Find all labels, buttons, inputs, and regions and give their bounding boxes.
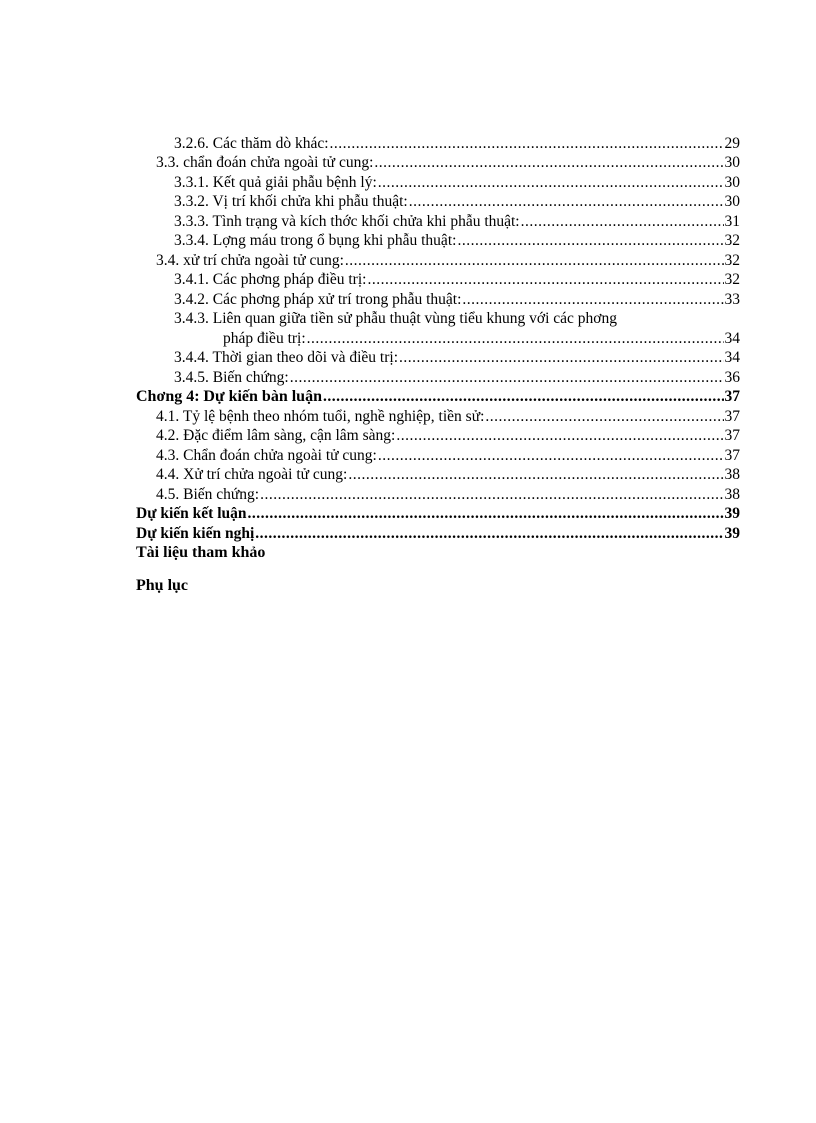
chapter-label: Chơng 4: xyxy=(136,388,200,405)
toc-leader-dots xyxy=(399,348,723,367)
toc-entry[interactable] xyxy=(136,211,740,231)
toc-page-number: 37 xyxy=(724,388,740,405)
toc-page-number: 37 xyxy=(724,427,740,444)
toc-entry-title: Dự kiến kết luận xyxy=(136,505,247,522)
toc-section-heading[interactable]: Phụ lục xyxy=(136,577,189,594)
toc-leader-dots xyxy=(330,134,724,153)
toc-entry-title: Dự kiến kiến nghị xyxy=(136,524,255,542)
toc-leader-dots xyxy=(290,368,724,387)
toc-section-heading[interactable]: Tài liệu tham khảo xyxy=(136,543,266,561)
toc-entry[interactable] xyxy=(136,192,740,212)
toc-leader-dots xyxy=(374,153,723,172)
toc-page-number: 32 xyxy=(724,271,740,288)
toc-entry[interactable] xyxy=(136,153,740,173)
toc-entry-title: 3.2.6. Các thăm dò khác: xyxy=(174,134,329,152)
toc-entry-title: 3.4.5. Biến chứng: xyxy=(174,368,289,386)
toc-leader-dots xyxy=(485,407,723,426)
toc-entry-title: 4.3. Chẩn đoán chửa ngoài tử cung: xyxy=(156,446,377,464)
toc-page-number: 31 xyxy=(724,212,740,230)
toc-entry-title: 3.3.3. Tình trạng và kích thớc khối chửa khi phẫu thuật: xyxy=(174,212,520,230)
toc-entry-title: 3.3.4. Lợng máu trong ổ bụng khi phẫu thuật: xyxy=(174,232,457,249)
toc-leader-dots xyxy=(378,173,724,192)
toc-entry-wrapped[interactable] xyxy=(136,309,740,348)
toc-entry-title: 3.3.2. Vị trí khối chửa khi phẫu thuật: xyxy=(174,193,408,210)
toc-leader-dots xyxy=(462,290,723,309)
toc-chapter-entry[interactable] xyxy=(136,387,740,407)
toc-entry[interactable] xyxy=(136,367,740,387)
toc-page-number: 34 xyxy=(724,329,740,347)
toc-entry[interactable] xyxy=(136,270,740,290)
toc-entry[interactable] xyxy=(136,523,740,543)
toc-entry[interactable] xyxy=(136,231,740,251)
toc-entry[interactable] xyxy=(136,348,740,368)
toc-entry-title: 3.4.1. Các phơng pháp điều trị: xyxy=(174,271,367,288)
toc-leader-dots xyxy=(396,426,723,445)
toc-page-number: 37 xyxy=(724,407,740,425)
toc-entry[interactable] xyxy=(136,445,740,465)
toc-page-number: 30 xyxy=(724,193,740,210)
toc-entry-title: 4.5. Biến chứng: xyxy=(156,485,260,503)
toc-page-number: 32 xyxy=(724,251,740,269)
toc-entry[interactable] xyxy=(136,406,740,426)
toc-leader-dots xyxy=(307,329,724,348)
toc-leader-dots xyxy=(255,524,723,543)
toc-entry[interactable] xyxy=(136,250,740,270)
toc-entry-title: 4.1. Tỷ lệ bệnh theo nhóm tuổi, nghề nghiệp, tiền sử: xyxy=(156,407,485,425)
toc-entry[interactable] xyxy=(136,504,740,524)
toc-leader-dots xyxy=(367,270,723,289)
toc-page-number: 39 xyxy=(724,505,740,522)
table-of-contents xyxy=(136,133,740,596)
chapter-name: Dự kiến bàn luận xyxy=(203,388,322,405)
toc-page-number: 30 xyxy=(724,154,740,171)
toc-leader-dots xyxy=(345,251,724,270)
toc-entry-title: 4.2. Đặc điểm lâm sàng, cận lâm sàng: xyxy=(156,427,396,444)
toc-page-number: 32 xyxy=(724,232,740,249)
toc-leader-dots xyxy=(521,212,724,231)
toc-entry[interactable] xyxy=(136,465,740,485)
toc-page-number: 39 xyxy=(724,524,740,542)
toc-entry[interactable] xyxy=(136,426,740,446)
toc-entry-title: 3.4. xử trí chửa ngoài tử cung: xyxy=(156,251,344,269)
toc-leader-dots xyxy=(457,231,723,250)
toc-entry[interactable] xyxy=(136,484,740,504)
toc-spacer xyxy=(136,562,740,576)
toc-leader-dots xyxy=(248,504,724,523)
toc-entry[interactable] xyxy=(136,172,740,192)
toc-entry-continuation xyxy=(136,328,740,348)
toc-leader-dots xyxy=(378,446,724,465)
toc-entry-title: 3.4.2. Các phơng pháp xử trí trong phẫu thuật: xyxy=(174,290,462,308)
toc-entry[interactable] xyxy=(136,133,740,153)
toc-entry-title: 3.3. chẩn đoán chửa ngoài tử cung: xyxy=(156,154,374,171)
toc-page-number: 37 xyxy=(724,446,740,464)
toc-page-number: 34 xyxy=(724,349,740,366)
toc-page-number: 29 xyxy=(724,134,740,152)
toc-page-number: 30 xyxy=(724,173,740,191)
toc-entry-title-line2: pháp điều trị: xyxy=(223,329,306,347)
toc-leader-dots xyxy=(260,485,723,504)
toc-entry-title: 3.4.4. Thời gian theo dõi và điều trị: xyxy=(174,349,399,366)
toc-leader-dots xyxy=(323,387,724,406)
toc-entry[interactable] xyxy=(136,289,740,309)
toc-page-number: 36 xyxy=(724,368,740,386)
toc-leader-dots xyxy=(409,192,724,211)
toc-leader-dots xyxy=(348,465,723,484)
toc-page-number: 38 xyxy=(724,466,740,483)
toc-entry-title: 4.4. Xử trí chửa ngoài tử cung: xyxy=(156,466,348,483)
toc-entry-title-line1: 3.4.3. Liên quan giữa tiền sử phẫu thuật vùng tiểu khung với các phơng xyxy=(174,309,617,327)
toc-chapter-title xyxy=(136,387,322,406)
toc-page-number: 38 xyxy=(724,485,740,503)
toc-page-number: 33 xyxy=(724,290,740,308)
toc-entry-title: 3.3.1. Kết quả giải phẫu bệnh lý: xyxy=(174,173,377,191)
